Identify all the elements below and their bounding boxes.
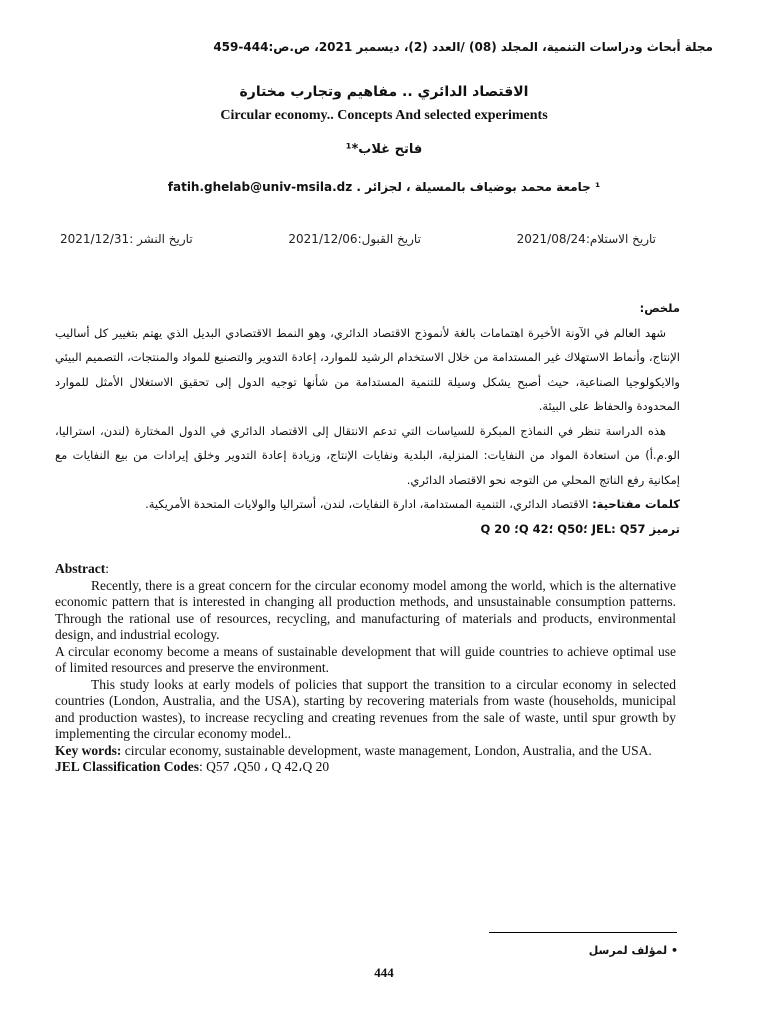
title-arabic: الاقتصاد الدائري .. مفاهيم وتجارب مختارة [239,84,529,100]
dates-row [60,232,656,246]
date-published: تاريخ النشر :2021/12/31 [60,232,193,246]
page-number: 444 [374,965,394,980]
abstract-english-paragraph-3: This study looks at early models of policies that support the transition to a circular economy in selected countries (London, Australia, and the USA), starting by recovering materials from waste (households, municipal and production wastes), to increase recycling and creating revenues from the sale of waste, until spur growth by implementing the circular economy model.. [55,676,676,741]
jel-english [55,759,676,776]
journal-header: مجلة أبحاث ودراسات التنمية، المجلد (08) /العدد (2)، ديسمبر 2021، ص.ص:444-459 [213,40,713,54]
footnote-divider [489,932,677,933]
jel-arabic: ترميز JEL: Q57 ؛Q50 ؛Q 42؛ Q 20 [480,521,680,536]
keywords-arabic-text: الاقتصاد الدائري، التنمية المستدامة، ادارة النفايات، لندن، أستراليا والولايات المتحدة الأمريكية. [145,497,593,511]
abstract-english-paragraph-1: Recently, there is a great concern for the circular economy model among the world, which is the alternative economic pattern that is interested in changing all production methods, and unsustainable consumption patterns. Through the rational use of resources, recycling, and manufacturing of materials and products, environmental design, and industrial ecology. [55,577,676,642]
author-name: فاتح غلاب*¹ [345,142,423,157]
abstract-arabic [55,296,680,541]
abstract-arabic-heading: ملخص: [639,301,680,315]
abstract-english-heading: Abstract [55,561,106,576]
keywords-english-text: circular economy, sustainable development, waste management, London, Australia, and the USA. [121,742,652,758]
date-received: تاريخ الاستلام:2021/08/24 [516,232,656,246]
abstract-arabic-paragraph-1: شهد العالم في الآونة الأخيرة اهتمامات بالغة لأنموذج الاقتصاد الدائري، وهو النمط الاقتصادي البديل الذي يهتم بتغيير كل أساليب الإنتاج، وأنماط الاستهلاك غير المستدامة من خلال الاستخدام الرشيد للموارد، إعادة التدوير والتصنيع للمواد والمنتجات، التصميم البيئي والايكولوجيا الصناعية، حيث أصبح يشكل وسيلة للتنمية المستدامة من شأنها توجيه الدول إلى تحقيق الاستغلال الأمثل للموارد المحدودة والحفاظ على البيئة. [55,325,680,413]
abstract-english-keywords [55,743,676,760]
jel-english-codes: : Q57 ،Q50 ، Q 42،Q 20 [199,759,330,774]
date-accepted: تاريخ القبول:2021/12/06 [288,232,421,246]
abstract-arabic-paragraph-2: هذه الدراسة تنظر في النماذج المبكرة للسياسات التي تدعم الانتقال إلى الاقتصاد الدائري في الدول المختارة (لندن، استراليا، الو.م.أ) من استعادة المواد من النفايات: المنزلية، البلدية ونفايات الإنتاج، وزيادة إعادة التدوير وخلق إيرادات من بيع النفايات مع إمكانية رفع الناتج المحلي من التوجه نحو الاقتصاد الدائري. [55,423,680,487]
abstract-english [55,561,676,776]
abstract-english-colon: : [105,561,110,576]
title-english: Circular economy.. Concepts And selected experiments [220,108,548,123]
keywords-arabic-label: كلمات مفتاحية: [592,497,680,511]
keywords-english-label: Key words: [55,742,122,758]
abstract-arabic-keywords [55,492,680,517]
footnote-corresponding-author: • لمؤلف لمرسل [588,944,678,957]
author-affiliation: ¹ جامعة محمد بوضياف بالمسيلة ، لجزائر . fatih.ghelab@univ-msila.dz [167,180,601,194]
abstract-english-heading-line [55,561,676,578]
jel-english-label: JEL Classification Codes [55,759,200,774]
abstract-english-paragraph-2: A circular economy become a means of sustainable development that will guide countries to achieve optimal use of limited resources and preserve the environment. [55,643,676,675]
